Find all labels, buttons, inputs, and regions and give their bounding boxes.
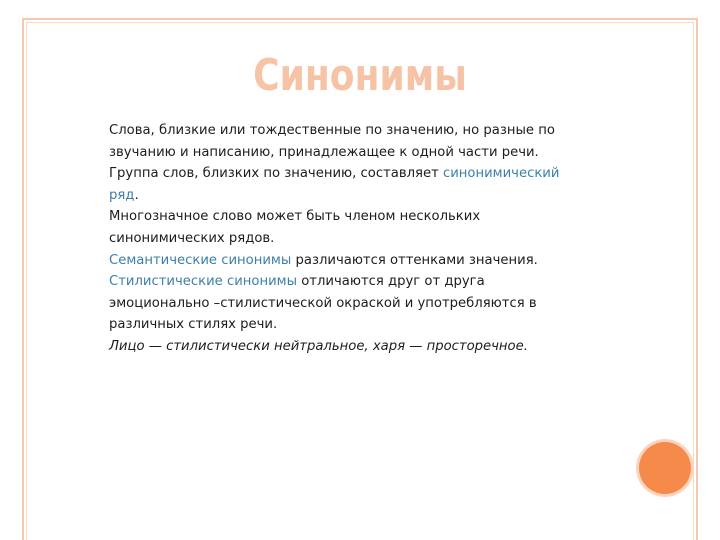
polysemy-paragraph: Многозначное слово может быть членом нескольких синонимических рядов. <box>109 209 481 246</box>
synonym-row-paragraph <box>109 163 589 206</box>
semantic-synonyms-paragraph <box>109 250 589 272</box>
slide-title: Синонимы <box>253 50 467 101</box>
synonym-row-end: . <box>134 187 139 203</box>
semantic-synonyms-term: Семантические синонимы <box>109 252 292 268</box>
stylistic-synonyms-text: отличаются друг от друга эмоционально –стилистической окраской и употребляются в различных стилях речи. <box>109 274 537 333</box>
definition-paragraph: Слова, близкие или тождественные по значению, но разные по звучанию и написанию, принадлежащее к одной части речи. <box>109 123 555 160</box>
stylistic-synonyms-term: Стилистические синонимы <box>109 274 298 290</box>
synonym-row-text: Группа слов, близких по значению, составляет <box>109 166 443 182</box>
orange-circle-decoration <box>639 442 691 494</box>
stylistic-synonyms-paragraph <box>109 271 589 336</box>
slide-content <box>109 120 589 358</box>
synonym-row-term: синонимический ряд <box>109 166 560 203</box>
example-paragraph: Лицо — стилистически нейтральное, харя — просторечное. <box>109 338 528 354</box>
semantic-synonyms-text: различаются оттенками значения. <box>291 252 538 268</box>
